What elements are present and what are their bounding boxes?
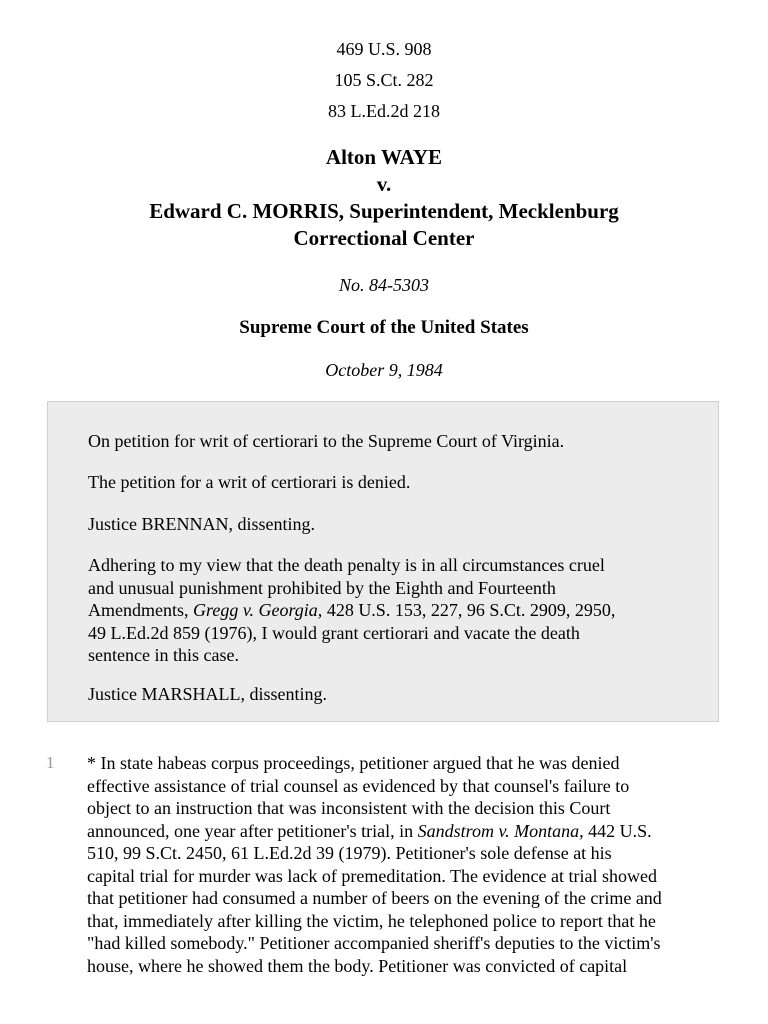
body-line: effective assistance of trial counsel as evidenced by that counsel's failure to	[87, 775, 630, 796]
opinion-line: Adhering to my view that the death penalty is in all circumstances cruel	[88, 555, 605, 575]
versus: v.	[376, 172, 392, 196]
body-line: that petitioner had consumed a number of beers on the evening of the crime and	[87, 888, 662, 908]
citation-sct: 105 S.Ct. 282	[334, 70, 434, 90]
case-title	[0, 144, 768, 252]
docket-number: No. 84-5303	[339, 275, 429, 295]
respondent-name: Edward C. MORRIS, Superintendent, Mecklenburg	[149, 199, 619, 223]
petitioner-name: Alton WAYE	[325, 145, 443, 169]
paragraph-number: 1	[46, 753, 55, 772]
body-text: 442 U.S.	[583, 820, 652, 841]
citation-us: 469 U.S. 908	[336, 39, 432, 59]
opinion-line	[88, 599, 688, 622]
citation-led: 83 L.Ed.2d 218	[328, 101, 440, 121]
body-line: "had killed somebody." Petitioner accompanied sheriff's deputies to the victim's	[87, 933, 661, 953]
body-paragraph	[87, 752, 727, 977]
summary-brennan: Justice BRENNAN, dissenting.	[88, 514, 315, 534]
decision-date: October 9, 1984	[325, 360, 443, 380]
respondent-name-cont: Correctional Center	[293, 226, 475, 250]
court-name: Supreme Court of the United States	[239, 317, 529, 338]
case-citation: Sandstrom v. Montana,	[417, 820, 584, 841]
case-citation: Gregg v. Georgia,	[193, 600, 323, 620]
summary-brennan-opinion	[88, 554, 688, 667]
body-line: object to an instruction that was inconsistent with the decision this Court	[87, 798, 611, 818]
body-line: house, where he showed them the body. Petitioner was convicted of capital	[87, 955, 628, 976]
summary-petition: On petition for writ of certiorari to the Supreme Court of Virginia.	[88, 431, 565, 451]
body-line: * In state habeas corpus proceedings, petitioner argued that he was denied	[87, 753, 620, 773]
body-line: capital trial for murder was lack of premeditation. The evidence at trial showed	[87, 865, 657, 886]
citations	[0, 34, 768, 127]
summary-box	[47, 401, 719, 722]
opinion-line: and unusual punishment prohibited by the Eighth and Fourteenth	[88, 577, 556, 598]
body-line	[87, 820, 727, 843]
opinion-text: 428 U.S. 153, 227, 96 S.Ct. 2909, 2950,	[322, 600, 616, 620]
summary-denied: The petition for a writ of certiorari is denied.	[88, 472, 411, 492]
opinion-line: 49 L.Ed.2d 859 (1976), I would grant certiorari and vacate the death	[88, 622, 580, 643]
body-line: 510, 99 S.Ct. 2450, 61 L.Ed.2d 39 (1979). Petitioner's sole defense at his	[87, 843, 612, 863]
body-line: that, immediately after killing the victim, he telephoned police to report that he	[87, 910, 656, 931]
body-text: announced, one year after petitioner's trial, in	[87, 820, 418, 841]
opinion-line: sentence in this case.	[88, 645, 239, 665]
opinion-text: Amendments,	[88, 600, 193, 620]
summary-marshall: Justice MARSHALL, dissenting.	[88, 684, 328, 704]
